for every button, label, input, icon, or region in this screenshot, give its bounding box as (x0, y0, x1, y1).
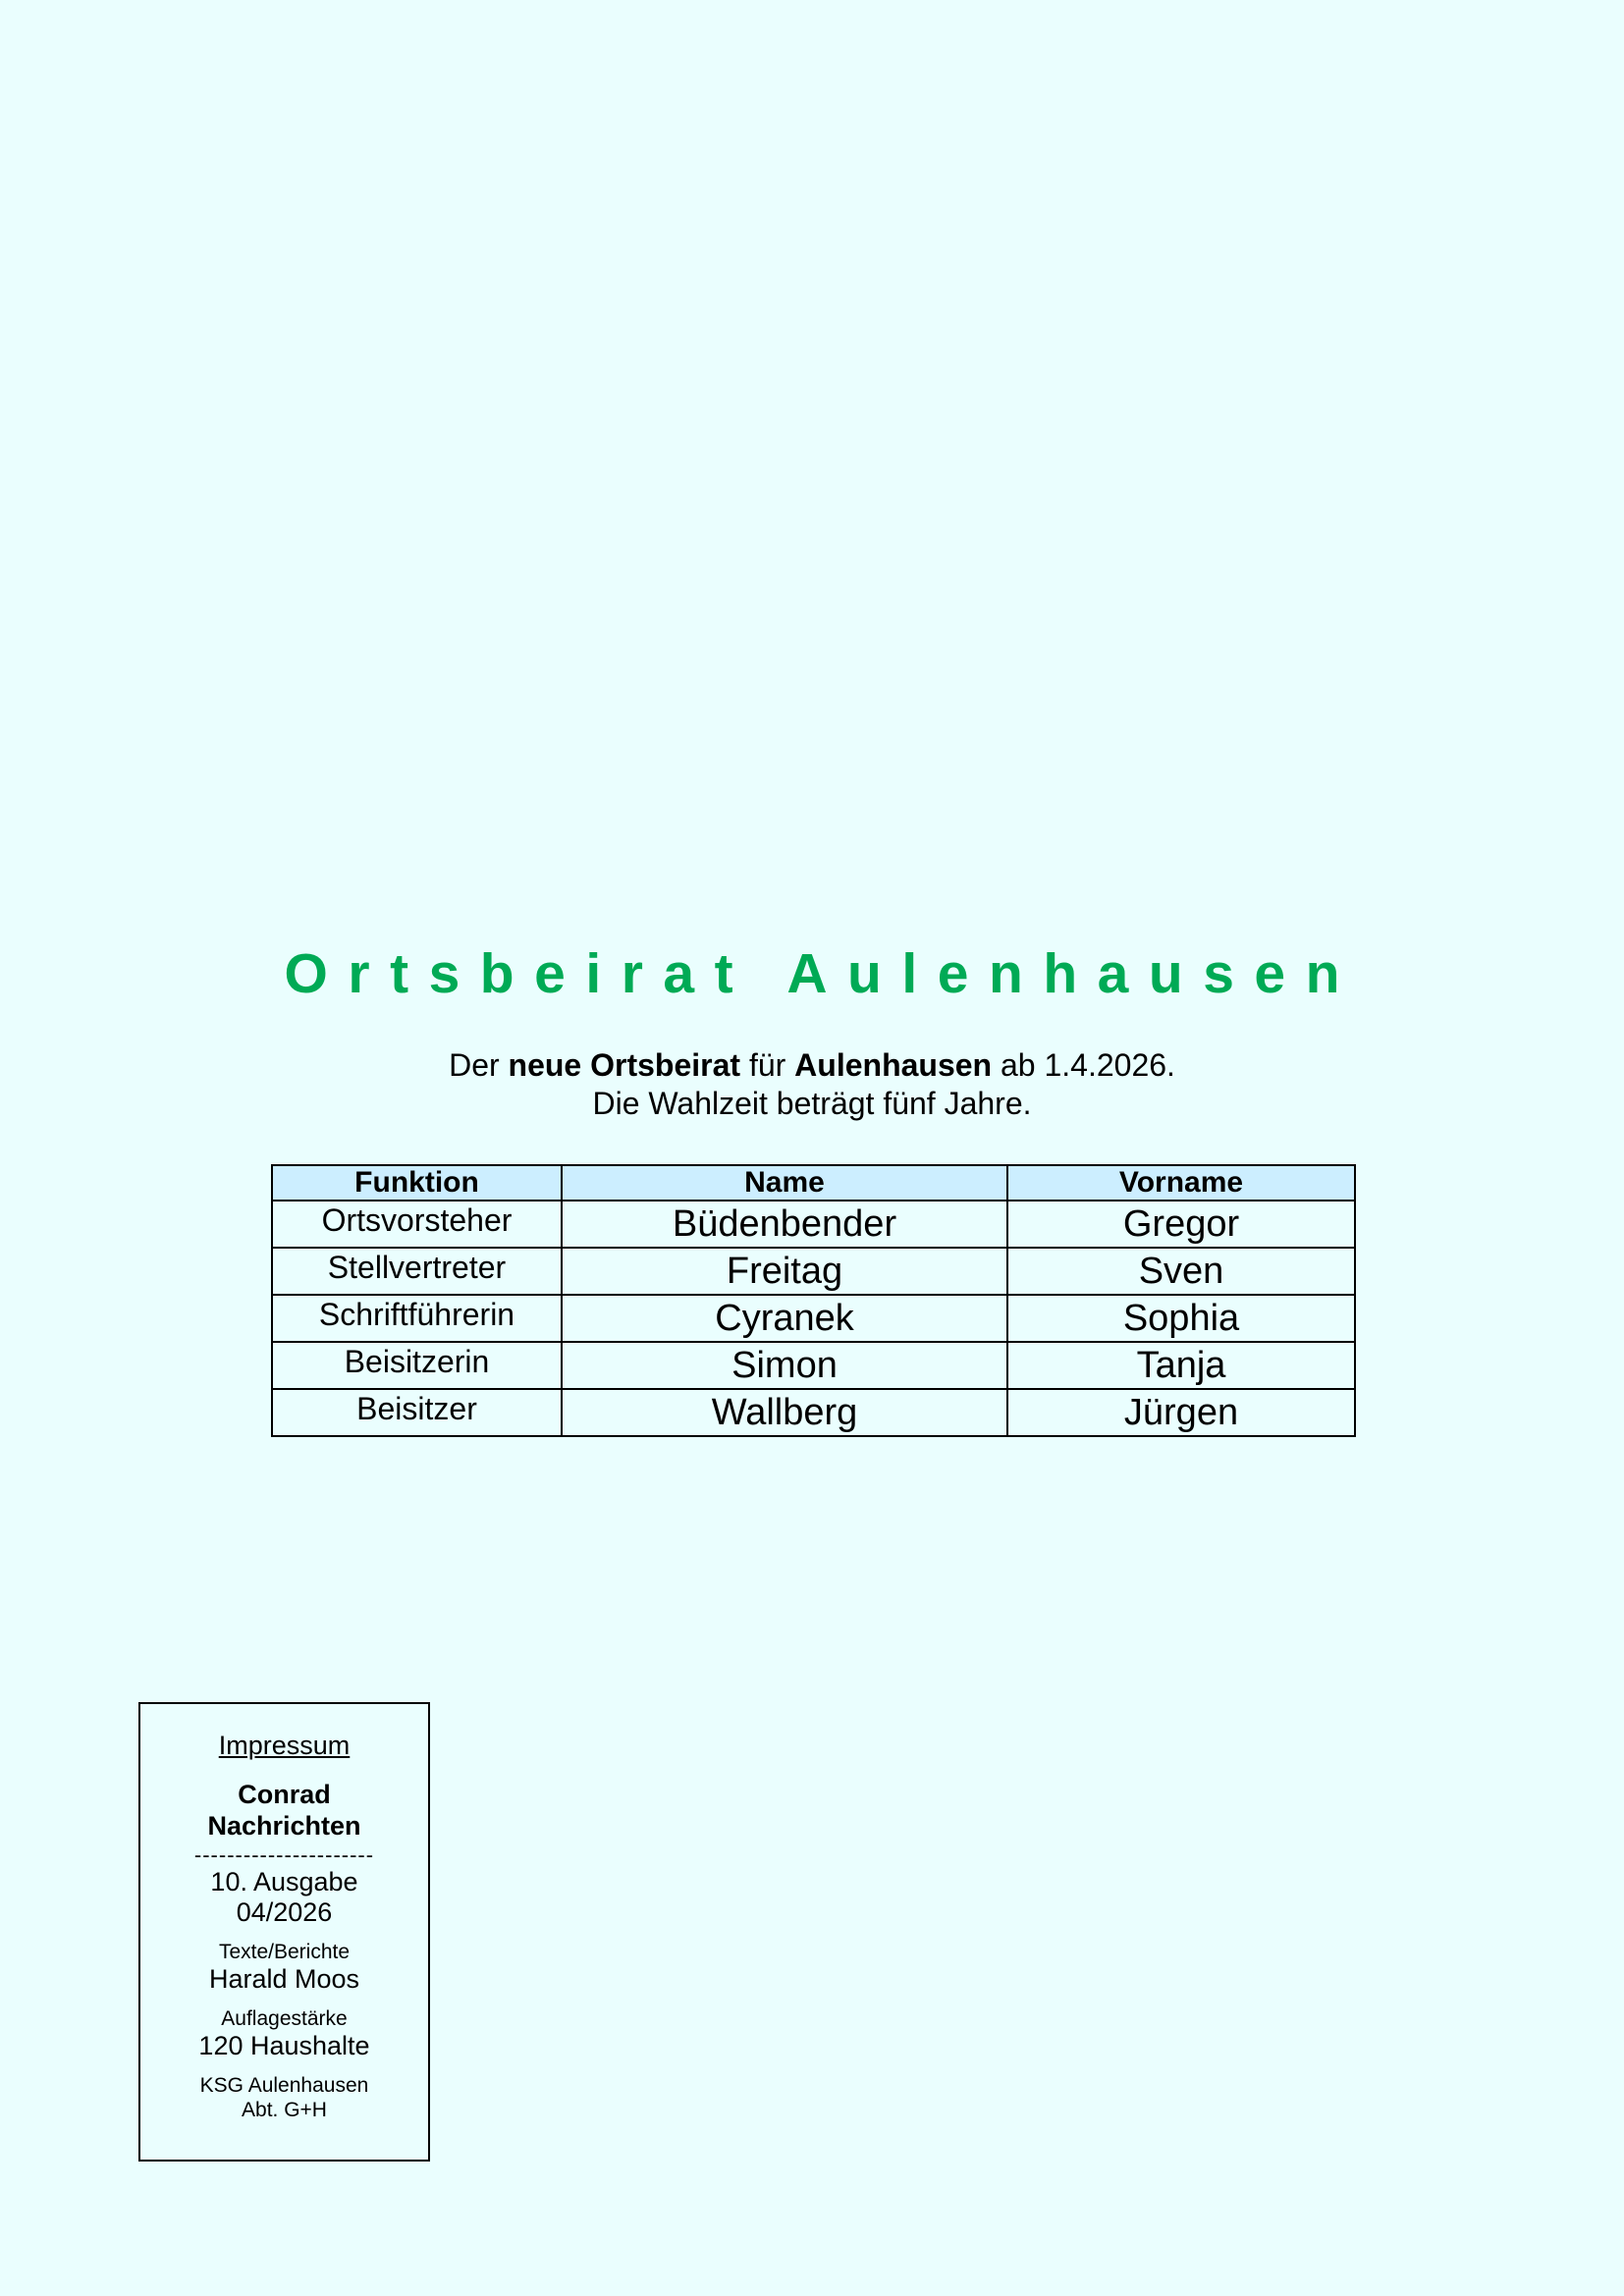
circulation-value: 120 Haushalte (198, 2031, 370, 2060)
texts-author: Harald Moos (208, 1964, 360, 1994)
table-header-row (272, 1165, 1355, 1201)
table-row (272, 1248, 1355, 1295)
intro-line-2: Die Wahlzeit beträgt fünf Jahre. (592, 1086, 1032, 1121)
publication-name-line-1: Conrad (238, 1780, 331, 1809)
cell-funktion: Beisitzerin (272, 1342, 562, 1389)
cell-vorname: Sophia (1007, 1295, 1355, 1342)
issue-date: 04/2026 (236, 1897, 333, 1927)
cell-vorname: Sven (1007, 1248, 1355, 1295)
cell-vorname: Gregor (1007, 1201, 1355, 1248)
cell-name: Simon (562, 1342, 1007, 1389)
council-table (271, 1164, 1356, 1437)
header-funktion: Funktion (272, 1165, 562, 1201)
cell-funktion: Beisitzer (272, 1389, 562, 1436)
cell-vorname: Tanja (1007, 1342, 1355, 1389)
header-vorname: Vorname (1007, 1165, 1355, 1201)
table-row (272, 1201, 1355, 1248)
table-row (272, 1295, 1355, 1342)
issue-number: 10. Ausgabe (210, 1867, 358, 1896)
impressum-heading: Impressum (218, 1731, 351, 1760)
table-row (272, 1342, 1355, 1389)
impressum-separator: ---------------------- (193, 1842, 375, 1867)
texts-label: Texte/Berichte (218, 1941, 351, 1963)
circulation-label: Auflagestärke (221, 2007, 348, 2030)
cell-name: Cyranek (562, 1295, 1007, 1342)
publication-name-line-2: Nachrichten (207, 1811, 361, 1841)
organization-line-1: KSG Aulenhausen (199, 2074, 369, 2097)
cell-funktion: Stellvertreter (272, 1248, 562, 1295)
header-name: Name (562, 1165, 1007, 1201)
cell-name: Freitag (562, 1248, 1007, 1295)
intro-line-1: Der neue Ortsbeirat für Aulenhausen ab 1.4.2026. (449, 1047, 1175, 1083)
cell-funktion: Schriftführerin (272, 1295, 562, 1342)
cell-funktion: Ortsvorsteher (272, 1201, 562, 1248)
intro-text (0, 1046, 1624, 1123)
cell-vorname: Jürgen (1007, 1389, 1355, 1436)
table-row (272, 1389, 1355, 1436)
page-title: Ortsbeirat Aulenhausen (284, 942, 1360, 1005)
impressum-box (138, 1702, 430, 2162)
organization-line-2: Abt. G+H (242, 2099, 327, 2121)
cell-name: Büdenbender (562, 1201, 1007, 1248)
cell-name: Wallberg (562, 1389, 1007, 1436)
